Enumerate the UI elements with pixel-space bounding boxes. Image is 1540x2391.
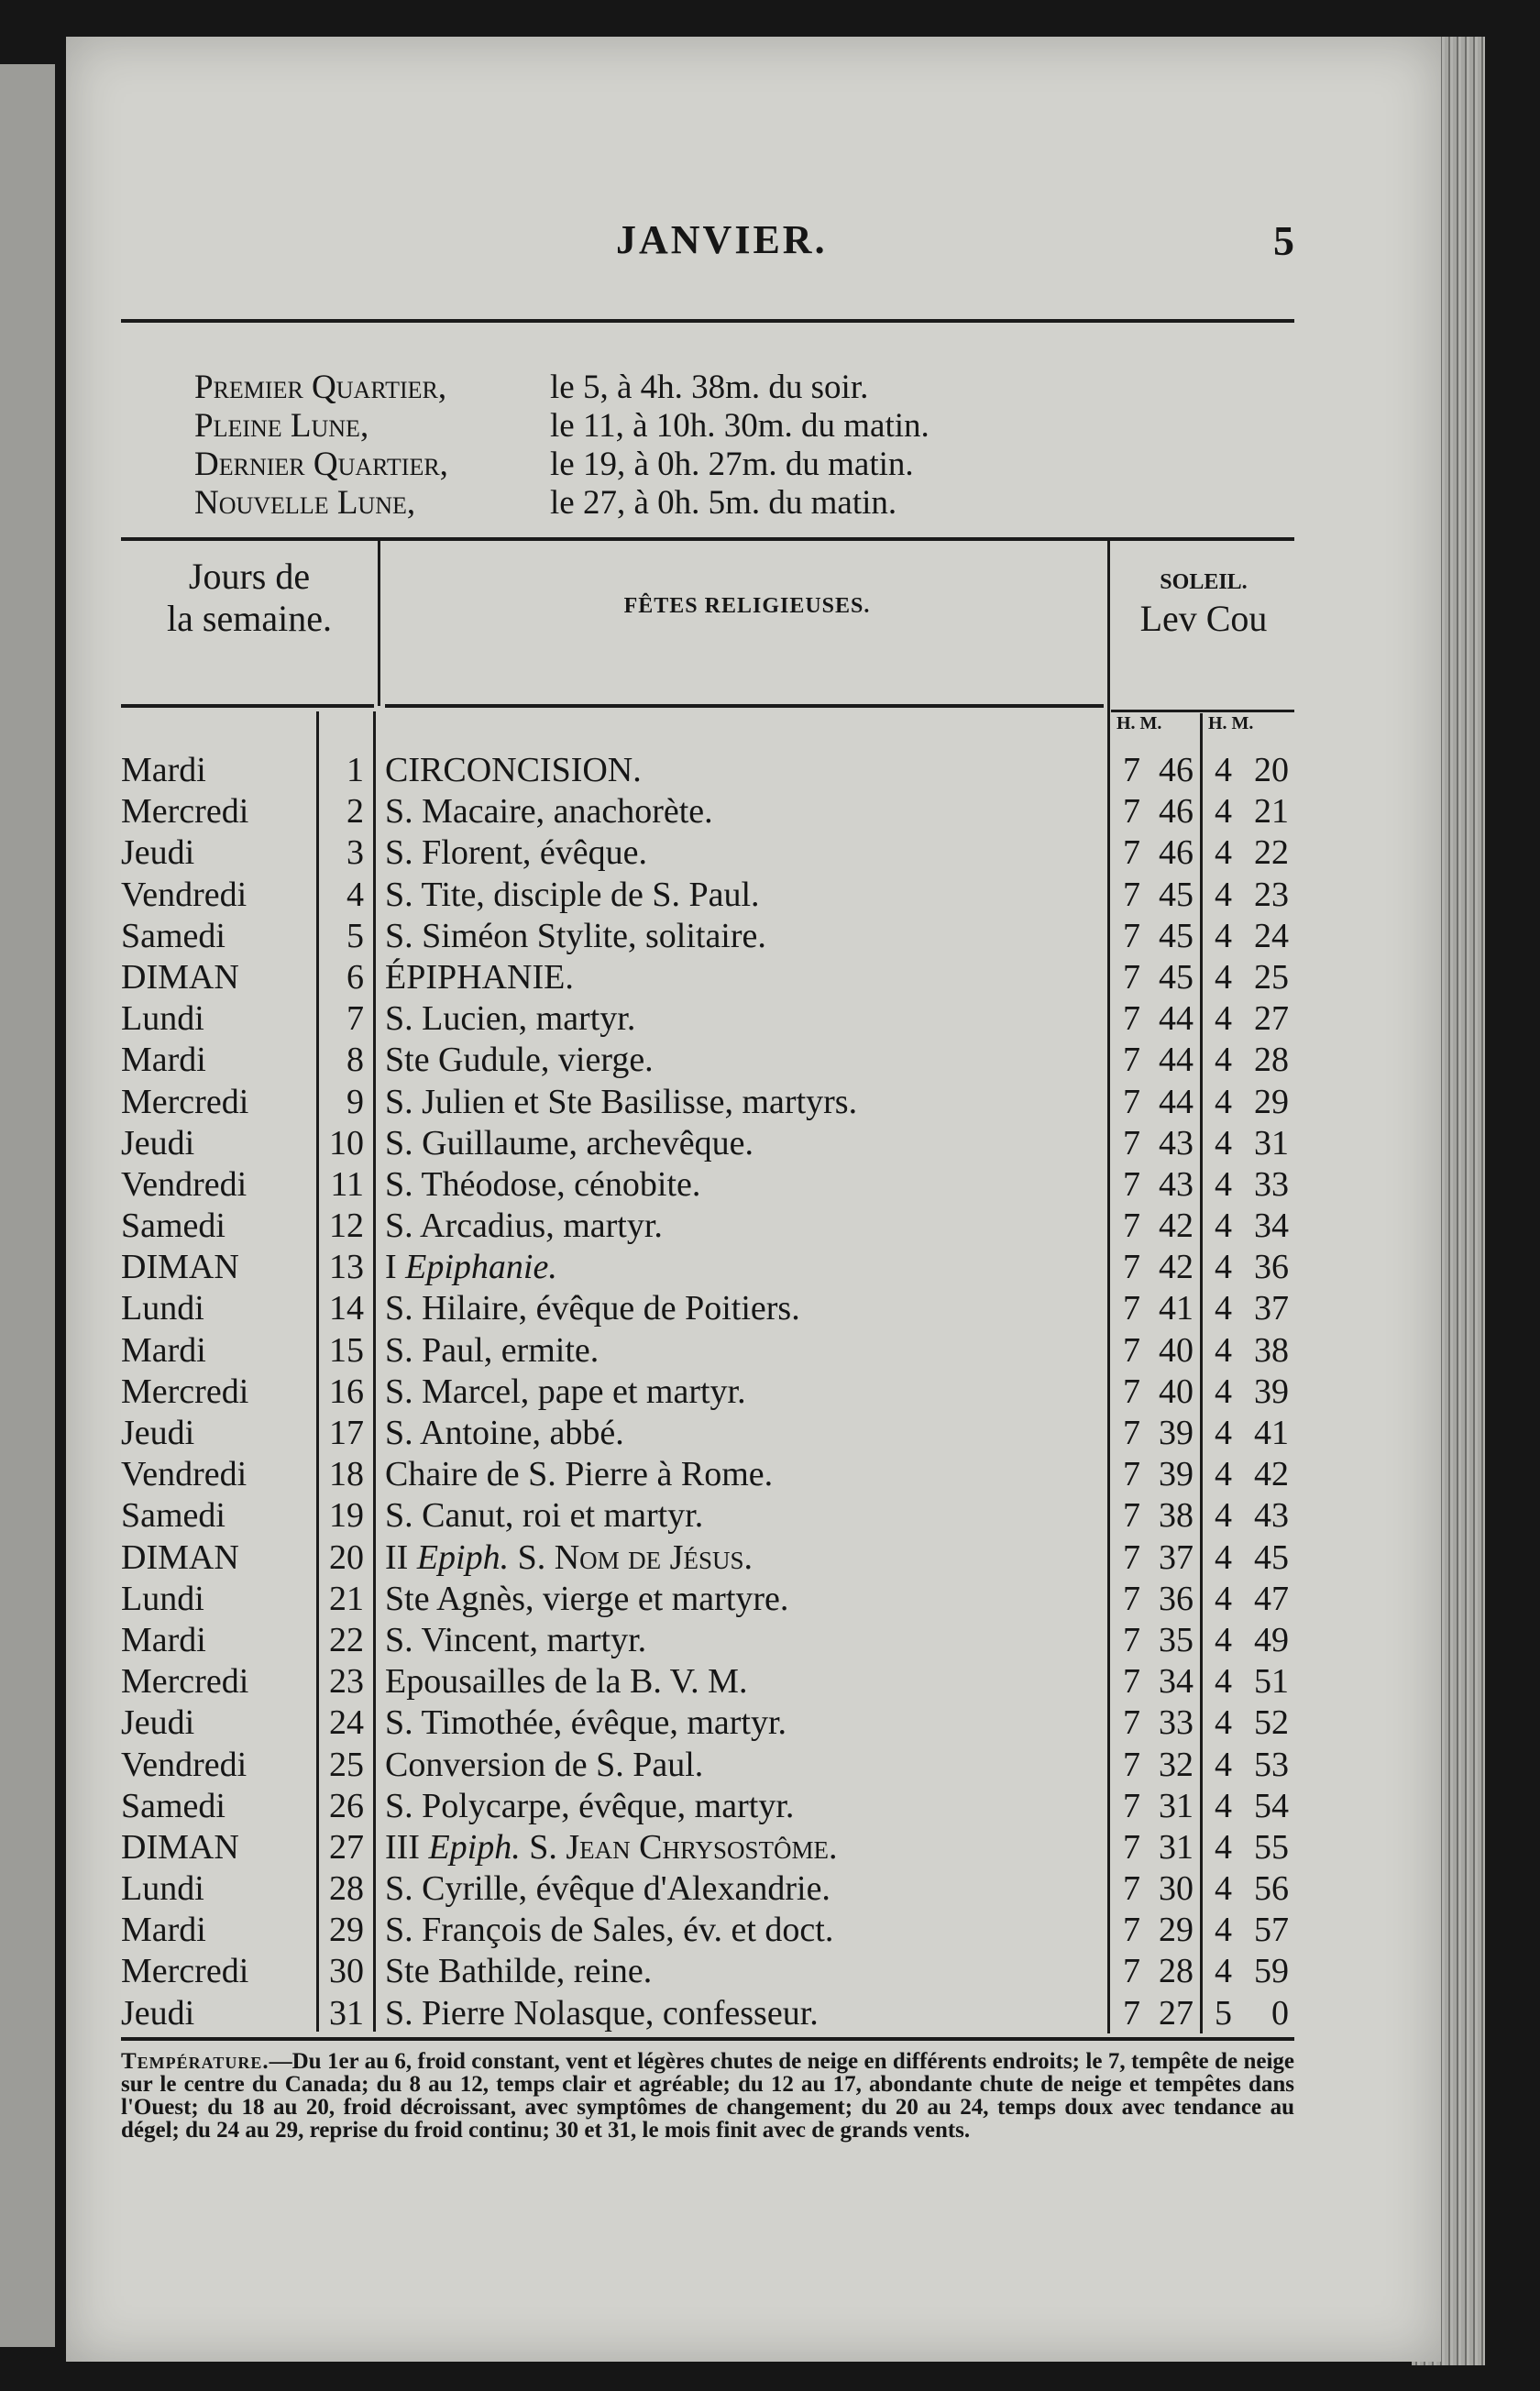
sunrise-hour-cell: 7 [1123,957,1140,997]
sunset-hour-cell: 4 [1215,999,1232,1039]
date-number-cell: 9 [346,1082,364,1121]
page-header [121,216,1294,281]
sunset-hour-cell: 4 [1215,1164,1232,1204]
date-number-cell: 3 [346,833,364,873]
sunrise-hour-cell: 7 [1123,1579,1140,1618]
table-row [121,1951,1294,1992]
days-column-header [121,556,378,640]
feast-prefix: II [385,1537,409,1577]
date-number-cell: 2 [346,792,364,832]
feast-cell: S. Lucien, martyr. [385,999,636,1039]
sunrise-minute-cell: 31 [1159,1786,1194,1825]
date-number-cell: 28 [329,1869,364,1909]
sunset-minute-cell: 52 [1254,1703,1289,1743]
weekday-cell: Mercredi [121,1372,249,1411]
sunset-hour-cell: 4 [1215,1041,1232,1080]
feast-cell: S. Vincent, martyr. [385,1620,647,1659]
moon-phase-row [194,407,1203,446]
date-number-cell: 4 [346,875,364,914]
sunset-hour-cell: 4 [1215,1455,1232,1494]
table-row [121,1413,1294,1454]
table-row [121,998,1294,1040]
table-row [121,1372,1294,1413]
sunset-hour-cell: 4 [1215,833,1232,873]
sunrise-hour-cell: 7 [1123,792,1140,832]
feast-cell: S. Arcadius, martyr. [385,1207,663,1246]
sunset-minute-cell: 43 [1254,1496,1289,1536]
sunset-hour-cell: 4 [1215,1703,1232,1743]
left-page-edge [0,64,55,2347]
feast-suffix: S. Jean Chrysostôme. [529,1827,838,1867]
sunset-minute-cell: 42 [1254,1455,1289,1494]
weekday-cell: Jeudi [121,1703,195,1743]
feast-cell: Conversion de S. Paul. [385,1745,704,1784]
sunrise-minute-cell: 42 [1159,1207,1194,1246]
moon-phase-text: le 27, à 0h. 5m. du matin. [550,484,897,522]
sunset-minute-cell: 39 [1254,1372,1289,1411]
moon-phase-text: le 19, à 0h. 27m. du matin. [550,446,914,483]
weekday-cell: Vendredi [121,1164,248,1204]
date-number-cell: 7 [346,999,364,1039]
date-number-cell: 8 [346,1041,364,1080]
table-row [121,916,1294,957]
sunrise-minute-cell: 38 [1159,1496,1194,1536]
sunrise-minute-cell: 43 [1159,1123,1194,1162]
days-header-line2: la semaine. [167,598,332,639]
sunset-hour-cell: 4 [1215,1289,1232,1328]
feast-cell: S. Timothée, évêque, martyr. [385,1703,787,1743]
sunrise-minute-cell: 46 [1159,792,1194,832]
moon-phase-row [194,484,1203,523]
weekday-cell: Jeudi [121,1993,195,2033]
sunset-hour-cell: 4 [1215,751,1232,789]
top-rule [121,319,1294,323]
sun-header-rule [1111,710,1294,712]
sunset-minute-cell: 47 [1254,1579,1289,1618]
moon-phase-label: Premier Quartier, [194,369,447,406]
date-number-cell: 22 [329,1620,364,1659]
sunset-minute-cell: 33 [1254,1164,1289,1204]
sunset-minute-cell: 21 [1254,792,1289,832]
sunset-minute-cell: 57 [1254,1911,1289,1950]
table-row [121,1040,1294,1081]
moon-phase-label: Pleine Lune, [194,407,369,445]
weekday-cell: Vendredi [121,1745,248,1784]
days-header-rule [121,704,374,708]
sunrise-minute-cell: 44 [1159,1082,1194,1121]
sunrise-hour-cell: 7 [1123,1123,1140,1162]
sun-header-label: SOLEIL. [1160,570,1248,594]
table-row [121,1206,1294,1247]
sunrise-minute-cell: 31 [1159,1827,1194,1867]
moon-phase-label: Dernier Quartier, [194,446,448,483]
weekday-cell: Lundi [121,1579,204,1618]
almanac-page [66,37,1441,2362]
sunrise-hour-cell: 7 [1123,751,1140,789]
sunrise-minute-cell: 33 [1159,1703,1194,1743]
date-number-cell: 26 [329,1786,364,1825]
sunrise-hour-cell: 7 [1123,1289,1140,1328]
sunrise-minute-cell: 43 [1159,1164,1194,1204]
weekday-cell: DIMAN [121,1537,239,1577]
feast-cell: S. Antoine, abbé. [385,1414,624,1452]
calendar-rows [121,750,1294,2034]
feast-cell: ÉPIPHANIE. [385,957,574,997]
sunrise-minute-cell: 39 [1159,1455,1194,1494]
weekday-cell: DIMAN [121,957,239,997]
weekday-cell: Samedi [121,1207,226,1246]
date-number-cell: 24 [329,1703,364,1743]
sunrise-hour-cell: 7 [1123,1455,1140,1494]
sunset-minute-cell: 20 [1254,751,1289,789]
sunrise-hour-cell: 7 [1123,1745,1140,1784]
feast-cell: S. Macaire, anachorète. [385,792,713,832]
sunset-hour-cell: 4 [1215,1372,1232,1411]
sunset-hour-cell: 4 [1215,1082,1232,1121]
sunset-hour-cell: 4 [1215,957,1232,997]
feast-cell: S. Canut, roi et martyr. [385,1496,704,1536]
sunrise-minute-cell: 40 [1159,1330,1194,1370]
sunset-hour-cell: 4 [1215,1869,1232,1909]
feast-cell: Chaire de S. Pierre à Rome. [385,1455,774,1494]
date-number-cell: 25 [329,1745,364,1784]
sunset-minute-cell: 56 [1254,1869,1289,1909]
weekday-cell: Mardi [121,1330,206,1370]
weekday-cell: Jeudi [121,1414,195,1452]
sunrise-minute-cell: 28 [1159,1952,1194,1991]
table-row [121,1288,1294,1329]
sunset-hour-cell: 4 [1215,1207,1232,1246]
feast-prefix: I [385,1248,397,1287]
table-row [121,791,1294,832]
date-number-cell: 6 [346,957,364,997]
feasts-header-rule [385,704,1104,708]
temperature-note [121,2050,1294,2142]
feast-cell: S. Julien et Ste Basilisse, martyrs. [385,1082,858,1121]
sunset-hour-cell: 4 [1215,792,1232,832]
table-row [121,1745,1294,1786]
sunrise-minute-cell: 27 [1159,1993,1194,2033]
date-number-cell: 19 [329,1496,364,1536]
sunrise-hour-cell: 7 [1123,1993,1140,2033]
sunrise-hour-cell: 7 [1123,1703,1140,1743]
table-row [121,1082,1294,1123]
feast-cell: S. Théodose, cénobite. [385,1164,701,1204]
date-number-cell: 18 [329,1455,364,1494]
sunset-hour-cell: 4 [1215,916,1232,955]
weekday-cell: Lundi [121,1289,204,1328]
date-number-cell: 31 [329,1993,364,2033]
date-number-cell: 30 [329,1952,364,1991]
weekday-cell: Mercredi [121,1082,249,1121]
table-row [121,1661,1294,1702]
date-number-cell: 20 [329,1537,364,1577]
feast-italic: Epiph. [428,1827,521,1867]
date-number-cell: 5 [346,916,364,955]
sunrise-minute-cell: 44 [1159,1041,1194,1080]
sunrise-hour-cell: 7 [1123,1952,1140,1991]
sunrise-minute-cell: 36 [1159,1579,1194,1618]
feast-prefix: III [385,1827,420,1867]
sunset-hour-cell: 4 [1215,1786,1232,1825]
sunrise-hour-cell: 7 [1123,1869,1140,1909]
weekday-cell: Samedi [121,916,226,955]
sunset-minute-cell: 22 [1254,833,1289,873]
sunrise-hour-cell: 7 [1123,1620,1140,1659]
weekday-cell: Samedi [121,1786,226,1825]
sunrise-minute-cell: 32 [1159,1745,1194,1784]
feast-cell: Ste Bathilde, reine. [385,1952,653,1991]
feast-cell: S. Siméon Stylite, solitaire. [385,916,766,955]
date-number-cell: 1 [346,751,364,789]
page-number: 5 [1273,217,1294,264]
sunset-hour-cell: 4 [1215,1952,1232,1991]
weekday-cell: Jeudi [121,833,195,873]
sunset-minute-cell: 24 [1254,916,1289,955]
weekday-cell: Mercredi [121,1662,249,1702]
sunset-minute-cell: 59 [1254,1952,1289,1991]
sunset-hour-cell: 4 [1215,1537,1232,1577]
weekday-cell: Lundi [121,1869,204,1909]
sunrise-hour-cell: 7 [1123,1827,1140,1867]
weekday-cell: Mercredi [121,792,249,832]
temperature-text: —Du 1er au 6, froid constant, vent et légères chutes de neige en différents endroits; le 7, tempête de neige sur le centre du Canada; du 8 au 12, temps clair et agréable; du 12 au 17, abondante chute de neige et tempêtes dans l'Ouest; du 18 au 20, froid décroissant, avec symptômes de changement; du 20 au 24, temps doux avec tendance au dégel; du 24 au 29, reprise du froid continu; 30 et 31, le mois finit avec de grands vents. [121,2049,1294,2143]
sunset-minute-cell: 29 [1254,1082,1289,1121]
feast-cell: S. Guillaume, archevêque. [385,1123,754,1162]
feast-cell: Ste Gudule, vierge. [385,1041,654,1080]
sunrise-minute-cell: 35 [1159,1620,1194,1659]
table-row [121,832,1294,874]
sunset-hour-cell: 4 [1215,1745,1232,1784]
header-divider-days [378,541,380,706]
date-number-cell: 17 [329,1414,364,1452]
sunset-minute-cell: 34 [1254,1207,1289,1246]
table-top-rule [121,537,1294,541]
weekday-cell: DIMAN [121,1248,239,1287]
feast-italic: Epiph. [416,1537,510,1577]
weekday-cell: Samedi [121,1496,226,1536]
table-row [121,1537,1294,1579]
sunset-hour-cell: 4 [1215,875,1232,914]
sunrise-hour-cell: 7 [1123,1207,1140,1246]
weekday-cell: DIMAN [121,1827,239,1867]
table-row [121,1620,1294,1661]
sunrise-hour-cell: 7 [1123,1496,1140,1536]
feast-cell: Ste Agnès, vierge et martyre. [385,1579,789,1618]
sunset-minute-cell: 38 [1254,1330,1289,1370]
moon-phases [194,369,1203,523]
sunrise-minute-cell: 40 [1159,1372,1194,1411]
sunrise-minute-cell: 42 [1159,1248,1194,1287]
table-row [121,1123,1294,1164]
feast-cell: S. Hilaire, évêque de Poitiers. [385,1289,800,1328]
feast-suffix: S. Nom de Jésus. [517,1537,753,1577]
sunset-minute-cell: 53 [1254,1745,1289,1784]
sunset-minute-cell: 28 [1254,1041,1289,1080]
date-number-cell: 10 [329,1123,364,1162]
sunset-minute-cell: 55 [1254,1827,1289,1867]
sunrise-minute-cell: 37 [1159,1537,1194,1577]
temperature-label: Température. [121,2049,270,2074]
sunset-hour-cell: 4 [1215,1620,1232,1659]
days-header-line1: Jours de [188,556,311,597]
sunset-minute-cell: 37 [1254,1289,1289,1328]
moon-phase-row [194,369,1203,407]
sunset-hour-cell: 4 [1215,1414,1232,1452]
table-row [121,1495,1294,1537]
date-number-cell: 16 [329,1372,364,1411]
coucher-hm-label: H. M. [1208,713,1254,733]
sunrise-hour-cell: 7 [1123,916,1140,955]
date-number-cell: 29 [329,1911,364,1950]
feast-cell: S. Polycarpe, évêque, martyr. [385,1786,795,1825]
sunrise-minute-cell: 39 [1159,1414,1194,1452]
table-row [121,1579,1294,1620]
date-number-cell: 23 [329,1662,364,1702]
sunset-hour-cell: 4 [1215,1123,1232,1162]
table-row [121,1910,1294,1951]
sunset-minute-cell: 27 [1254,999,1289,1039]
moon-phase-text: le 5, à 4h. 38m. du soir. [550,369,869,406]
feasts-column-header: FÊTES RELIGIEUSES. [623,594,871,618]
sunset-minute-cell: 25 [1254,957,1289,997]
sunrise-minute-cell: 46 [1159,833,1194,873]
sun-header-sub: Lev Cou [1139,598,1268,639]
date-number-cell: 15 [329,1330,364,1370]
sunrise-hour-cell: 7 [1123,1537,1140,1577]
feast-cell [385,1537,753,1579]
feast-cell [385,1827,838,1868]
sunset-minute-cell: 31 [1254,1123,1289,1162]
feast-cell: S. Tite, disciple de S. Paul. [385,875,760,914]
table-row [121,1827,1294,1868]
table-row [121,750,1294,791]
sun-column-header [1113,567,1294,640]
sunrise-hour-cell: 7 [1123,1372,1140,1411]
feast-cell: S. François de Sales, év. et doct. [385,1911,834,1950]
weekday-cell: Mardi [121,1041,206,1080]
sunset-minute-cell: 54 [1254,1786,1289,1825]
sunrise-hour-cell: 7 [1123,1662,1140,1702]
sunrise-hour-cell: 7 [1123,1041,1140,1080]
weekday-cell: Mardi [121,1911,206,1950]
date-number-cell: 12 [329,1207,364,1246]
moon-phase-text: le 11, à 10h. 30m. du matin. [550,407,930,445]
moon-phase-label: Nouvelle Lune, [194,484,416,522]
table-row [121,1247,1294,1288]
sunrise-hour-cell: 7 [1123,1330,1140,1370]
date-number-cell: 11 [330,1164,364,1204]
sunrise-minute-cell: 30 [1159,1869,1194,1909]
sunrise-minute-cell: 41 [1159,1289,1194,1328]
sunrise-hour-cell: 7 [1123,1082,1140,1121]
sunset-hour-cell: 4 [1215,1330,1232,1370]
sunset-minute-cell: 0 [1271,1993,1289,2033]
feast-cell: Epousailles de la B. V. M. [385,1662,748,1702]
weekday-cell: Jeudi [121,1123,195,1162]
sunset-minute-cell: 45 [1254,1537,1289,1577]
lever-hm-label: H. M. [1116,713,1162,733]
table-row [121,1164,1294,1206]
weekday-cell: Mercredi [121,1952,249,1991]
sunset-minute-cell: 49 [1254,1620,1289,1659]
sunrise-minute-cell: 44 [1159,999,1194,1039]
sunrise-hour-cell: 7 [1123,1911,1140,1950]
sunrise-minute-cell: 34 [1159,1662,1194,1702]
feast-cell: CIRCONCISION. [385,751,642,789]
sunset-hour-cell: 4 [1215,1662,1232,1702]
sunrise-hour-cell: 7 [1123,1164,1140,1204]
sunrise-hour-cell: 7 [1123,1786,1140,1825]
sunrise-minute-cell: 45 [1159,875,1194,914]
feast-cell [385,1247,557,1288]
sunrise-hour-cell: 7 [1123,999,1140,1039]
weekday-cell: Vendredi [121,875,248,914]
feast-cell: S. Cyrille, évêque d'Alexandrie. [385,1869,830,1909]
table-row [121,875,1294,916]
table-row [121,1868,1294,1910]
feast-cell: S. Florent, évêque. [385,833,648,873]
sunset-hour-cell: 5 [1215,1993,1232,2033]
weekday-cell: Mardi [121,751,206,789]
sunrise-hour-cell: 7 [1123,833,1140,873]
sunset-minute-cell: 23 [1254,875,1289,914]
sunrise-minute-cell: 45 [1159,916,1194,955]
weekday-cell: Lundi [121,999,204,1039]
feast-cell: S. Marcel, pape et martyr. [385,1372,746,1411]
sunrise-minute-cell: 29 [1159,1911,1194,1950]
table-row [121,1702,1294,1744]
date-number-cell: 14 [329,1289,364,1328]
table-row [121,1454,1294,1495]
table-bottom-rule [121,2037,1294,2041]
sunset-hour-cell: 4 [1215,1248,1232,1287]
sunset-minute-cell: 51 [1254,1662,1289,1702]
sunrise-hour-cell: 7 [1123,875,1140,914]
sunrise-hour-cell: 7 [1123,1248,1140,1287]
sunset-hour-cell: 4 [1215,1496,1232,1536]
moon-phase-row [194,446,1203,484]
weekday-cell: Mardi [121,1620,206,1659]
sunrise-minute-cell: 46 [1159,751,1194,789]
table-row [121,1786,1294,1827]
table-row [121,957,1294,998]
table-row [121,1330,1294,1372]
date-number-cell: 27 [329,1827,364,1867]
date-number-cell: 21 [329,1579,364,1618]
weekday-cell: Vendredi [121,1455,248,1494]
feast-cell: S. Paul, ermite. [385,1330,600,1370]
sunset-minute-cell: 41 [1254,1414,1289,1452]
date-number-cell: 13 [329,1248,364,1287]
feast-cell: S. Pierre Nolasque, confesseur. [385,1993,819,2033]
month-title: JANVIER. [616,217,828,262]
feast-italic: Epiphanie. [405,1248,557,1287]
table-row [121,1993,1294,2034]
sunset-hour-cell: 4 [1215,1579,1232,1618]
sunrise-hour-cell: 7 [1123,1414,1140,1452]
sunrise-minute-cell: 45 [1159,957,1194,997]
sunset-minute-cell: 36 [1254,1248,1289,1287]
sunset-hour-cell: 4 [1215,1911,1232,1950]
sunset-hour-cell: 4 [1215,1827,1232,1867]
